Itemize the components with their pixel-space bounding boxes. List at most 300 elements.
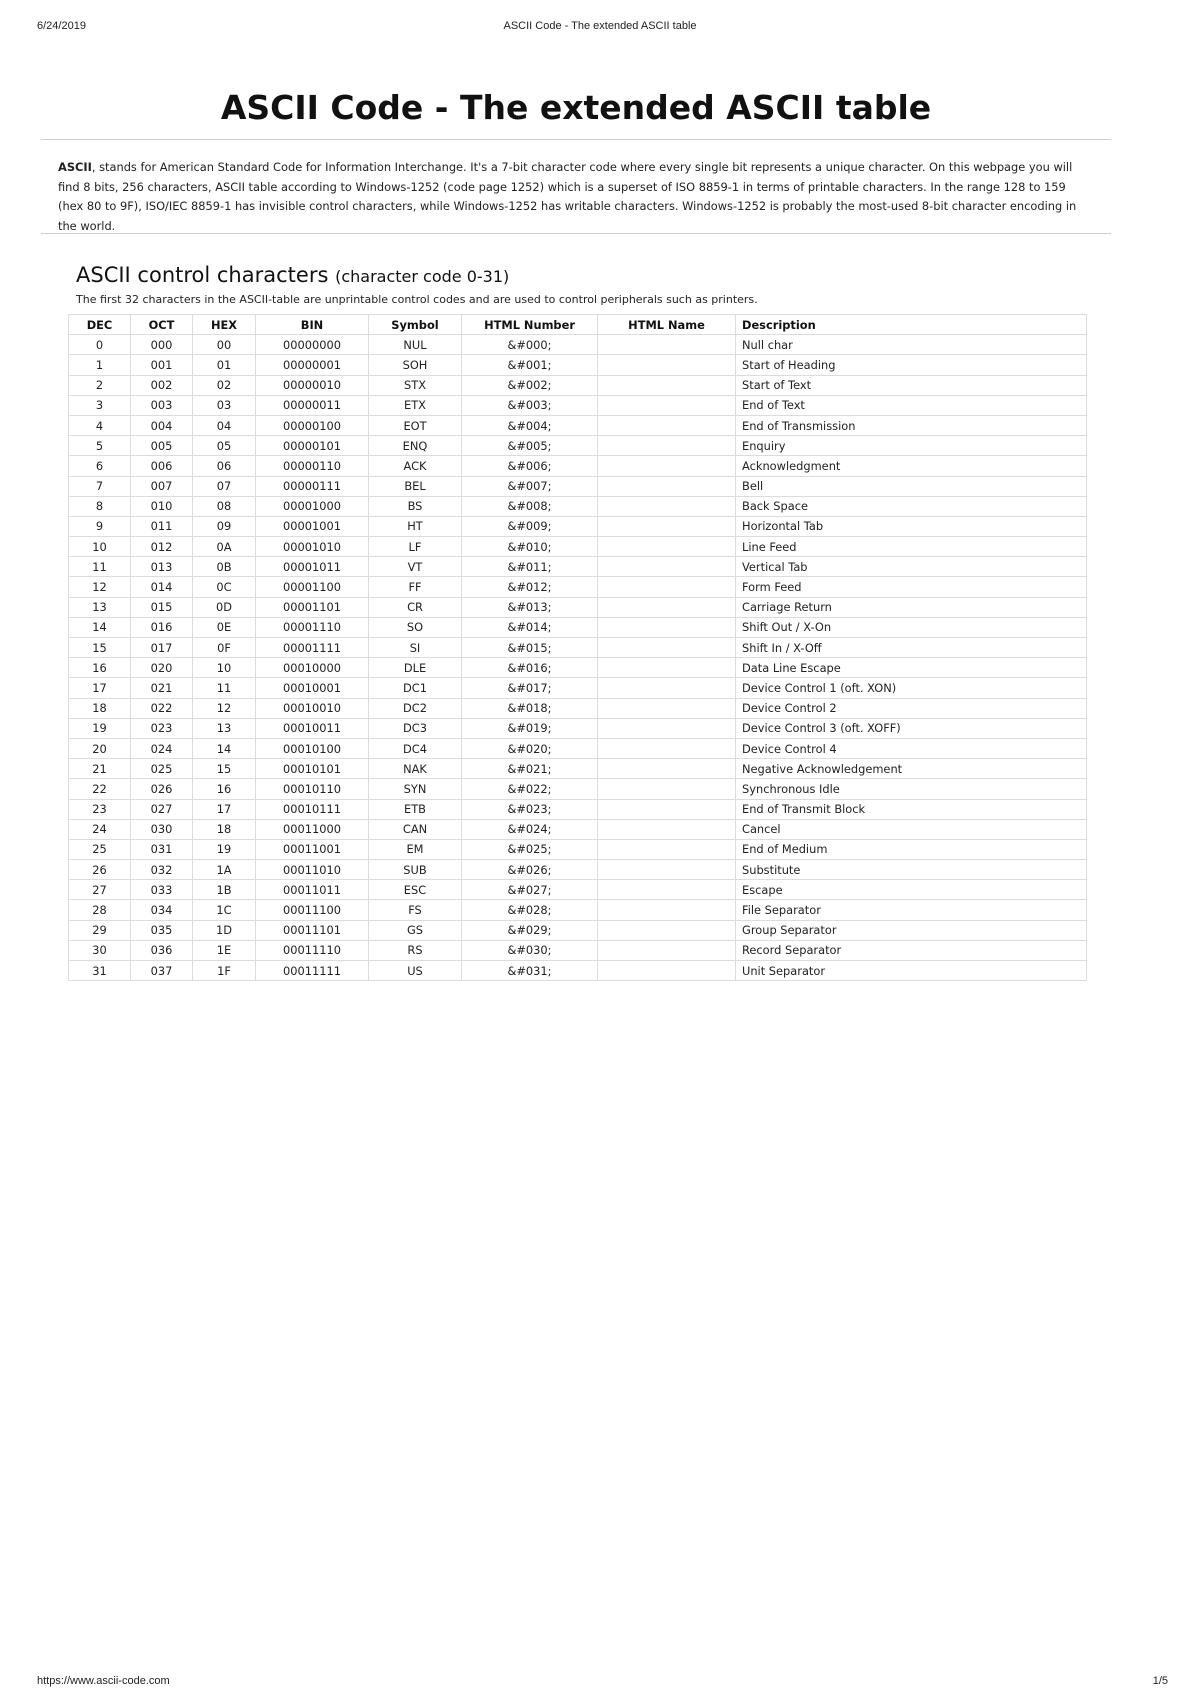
- cell-bin: 00011000: [256, 819, 369, 839]
- cell-html-name: [598, 496, 736, 516]
- cell-html-number: &#010;: [462, 537, 598, 557]
- cell-bin: 00010111: [256, 799, 369, 819]
- cell-hex: 03: [193, 395, 256, 415]
- cell-symbol: US: [369, 961, 462, 981]
- table-header-row: [69, 315, 1087, 335]
- cell-oct: 005: [131, 436, 193, 456]
- cell-html-name: [598, 395, 736, 415]
- cell-html-name: [598, 537, 736, 557]
- cell-symbol: FF: [369, 577, 462, 597]
- cell-html-number: &#000;: [462, 335, 598, 355]
- cell-oct: 030: [131, 819, 193, 839]
- cell-hex: 0B: [193, 557, 256, 577]
- cell-description: Record Separator: [736, 940, 1087, 960]
- cell-html-number: &#007;: [462, 476, 598, 496]
- cell-html-number: &#003;: [462, 395, 598, 415]
- cell-bin: 00010010: [256, 698, 369, 718]
- cell-hex: 00: [193, 335, 256, 355]
- cell-oct: 022: [131, 698, 193, 718]
- cell-dec: 11: [69, 557, 131, 577]
- cell-hex: 18: [193, 819, 256, 839]
- cell-symbol: EM: [369, 839, 462, 859]
- cell-description: End of Medium: [736, 839, 1087, 859]
- cell-hex: 12: [193, 698, 256, 718]
- cell-html-number: &#008;: [462, 496, 598, 516]
- table-row: [69, 476, 1087, 496]
- cell-symbol: EOT: [369, 415, 462, 435]
- cell-symbol: SI: [369, 638, 462, 658]
- cell-bin: 00000111: [256, 476, 369, 496]
- cell-html-number: &#024;: [462, 819, 598, 839]
- cell-hex: 0E: [193, 617, 256, 637]
- header-oct: OCT: [131, 315, 193, 335]
- cell-symbol: VT: [369, 557, 462, 577]
- cell-html-number: &#005;: [462, 436, 598, 456]
- cell-bin: 00011001: [256, 839, 369, 859]
- cell-hex: 08: [193, 496, 256, 516]
- cell-hex: 1D: [193, 920, 256, 940]
- cell-description: File Separator: [736, 900, 1087, 920]
- cell-description: Horizontal Tab: [736, 516, 1087, 536]
- cell-description: End of Text: [736, 395, 1087, 415]
- cell-dec: 31: [69, 961, 131, 981]
- table-row: [69, 900, 1087, 920]
- cell-hex: 0D: [193, 597, 256, 617]
- cell-description: Cancel: [736, 819, 1087, 839]
- cell-oct: 026: [131, 779, 193, 799]
- cell-description: Group Separator: [736, 920, 1087, 940]
- table-row: [69, 759, 1087, 779]
- intro-paragraph: [58, 158, 1094, 236]
- cell-hex: 0F: [193, 638, 256, 658]
- cell-dec: 14: [69, 617, 131, 637]
- table-row: [69, 961, 1087, 981]
- cell-description: End of Transmission: [736, 415, 1087, 435]
- table-row: [69, 839, 1087, 859]
- table-row: [69, 516, 1087, 536]
- cell-oct: 036: [131, 940, 193, 960]
- cell-html-name: [598, 900, 736, 920]
- cell-html-number: &#002;: [462, 375, 598, 395]
- cell-hex: 1A: [193, 860, 256, 880]
- table-row: [69, 698, 1087, 718]
- cell-html-name: [598, 738, 736, 758]
- cell-bin: 00011011: [256, 880, 369, 900]
- cell-dec: 17: [69, 678, 131, 698]
- cell-oct: 034: [131, 900, 193, 920]
- table-row: [69, 436, 1087, 456]
- cell-description: Null char: [736, 335, 1087, 355]
- cell-dec: 16: [69, 658, 131, 678]
- cell-hex: 04: [193, 415, 256, 435]
- table-row: [69, 880, 1087, 900]
- table-row: [69, 940, 1087, 960]
- table-row: [69, 557, 1087, 577]
- cell-html-number: &#026;: [462, 860, 598, 880]
- cell-dec: 8: [69, 496, 131, 516]
- cell-bin: 00001110: [256, 617, 369, 637]
- cell-description: Form Feed: [736, 577, 1087, 597]
- cell-html-name: [598, 920, 736, 940]
- cell-symbol: ETX: [369, 395, 462, 415]
- cell-html-number: &#004;: [462, 415, 598, 435]
- cell-symbol: NUL: [369, 335, 462, 355]
- cell-description: End of Transmit Block: [736, 799, 1087, 819]
- cell-dec: 12: [69, 577, 131, 597]
- cell-dec: 29: [69, 920, 131, 940]
- cell-symbol: ACK: [369, 456, 462, 476]
- cell-oct: 031: [131, 839, 193, 859]
- cell-hex: 07: [193, 476, 256, 496]
- cell-html-name: [598, 456, 736, 476]
- print-date: 6/24/2019: [37, 20, 86, 32]
- cell-html-number: &#009;: [462, 516, 598, 536]
- table-row: [69, 415, 1087, 435]
- cell-dec: 25: [69, 839, 131, 859]
- cell-symbol: DC3: [369, 718, 462, 738]
- cell-bin: 00000011: [256, 395, 369, 415]
- cell-symbol: NAK: [369, 759, 462, 779]
- section-subtitle: (character code 0-31): [335, 267, 510, 286]
- cell-symbol: SYN: [369, 779, 462, 799]
- cell-description: Unit Separator: [736, 961, 1087, 981]
- cell-oct: 007: [131, 476, 193, 496]
- cell-bin: 00010001: [256, 678, 369, 698]
- cell-dec: 24: [69, 819, 131, 839]
- cell-symbol: ETB: [369, 799, 462, 819]
- cell-html-name: [598, 436, 736, 456]
- cell-symbol: DC1: [369, 678, 462, 698]
- cell-html-number: &#012;: [462, 577, 598, 597]
- cell-symbol: ESC: [369, 880, 462, 900]
- cell-description: Negative Acknowledgement: [736, 759, 1087, 779]
- table-row: [69, 799, 1087, 819]
- cell-html-number: &#013;: [462, 597, 598, 617]
- cell-description: Vertical Tab: [736, 557, 1087, 577]
- cell-oct: 011: [131, 516, 193, 536]
- cell-html-number: &#022;: [462, 779, 598, 799]
- cell-html-name: [598, 597, 736, 617]
- table-row: [69, 537, 1087, 557]
- cell-symbol: DC4: [369, 738, 462, 758]
- cell-symbol: DC2: [369, 698, 462, 718]
- cell-description: Device Control 2: [736, 698, 1087, 718]
- table-row: [69, 718, 1087, 738]
- cell-hex: 06: [193, 456, 256, 476]
- cell-bin: 00001111: [256, 638, 369, 658]
- cell-bin: 00011110: [256, 940, 369, 960]
- cell-symbol: GS: [369, 920, 462, 940]
- cell-hex: 13: [193, 718, 256, 738]
- cell-dec: 23: [69, 799, 131, 819]
- cell-oct: 024: [131, 738, 193, 758]
- cell-hex: 1C: [193, 900, 256, 920]
- divider: [41, 233, 1111, 234]
- cell-bin: 00011111: [256, 961, 369, 981]
- table-row: [69, 920, 1087, 940]
- cell-dec: 22: [69, 779, 131, 799]
- table-row: [69, 678, 1087, 698]
- cell-html-number: &#011;: [462, 557, 598, 577]
- cell-bin: 00000110: [256, 456, 369, 476]
- cell-dec: 0: [69, 335, 131, 355]
- cell-hex: 11: [193, 678, 256, 698]
- table-row: [69, 355, 1087, 375]
- print-url: https://www.ascii-code.com: [37, 1675, 170, 1687]
- section-title-main: ASCII control characters: [76, 263, 329, 287]
- cell-hex: 02: [193, 375, 256, 395]
- cell-html-name: [598, 759, 736, 779]
- intro-bold-lead: ASCII: [58, 160, 92, 174]
- cell-dec: 4: [69, 415, 131, 435]
- cell-description: Carriage Return: [736, 597, 1087, 617]
- cell-symbol: SO: [369, 617, 462, 637]
- section-description: The first 32 characters in the ASCII-table are unprintable control codes and are used to control peripherals such as printers.: [76, 293, 758, 306]
- cell-bin: 00000010: [256, 375, 369, 395]
- cell-html-number: &#025;: [462, 839, 598, 859]
- header-html-number: HTML Number: [462, 315, 598, 335]
- cell-oct: 023: [131, 718, 193, 738]
- divider: [41, 139, 1111, 140]
- cell-html-number: &#021;: [462, 759, 598, 779]
- cell-html-number: &#015;: [462, 638, 598, 658]
- cell-oct: 017: [131, 638, 193, 658]
- table-row: [69, 577, 1087, 597]
- cell-oct: 012: [131, 537, 193, 557]
- cell-html-name: [598, 638, 736, 658]
- cell-dec: 6: [69, 456, 131, 476]
- cell-oct: 001: [131, 355, 193, 375]
- cell-hex: 0C: [193, 577, 256, 597]
- cell-symbol: SOH: [369, 355, 462, 375]
- cell-dec: 5: [69, 436, 131, 456]
- cell-description: Bell: [736, 476, 1087, 496]
- cell-html-name: [598, 779, 736, 799]
- cell-symbol: CAN: [369, 819, 462, 839]
- cell-html-name: [598, 557, 736, 577]
- cell-hex: 19: [193, 839, 256, 859]
- cell-html-name: [598, 678, 736, 698]
- cell-bin: 00000001: [256, 355, 369, 375]
- cell-dec: 9: [69, 516, 131, 536]
- cell-html-number: &#017;: [462, 678, 598, 698]
- cell-bin: 00011010: [256, 860, 369, 880]
- cell-html-name: [598, 658, 736, 678]
- header-hex: HEX: [193, 315, 256, 335]
- cell-symbol: STX: [369, 375, 462, 395]
- cell-oct: 014: [131, 577, 193, 597]
- cell-symbol: HT: [369, 516, 462, 536]
- cell-dec: 18: [69, 698, 131, 718]
- cell-hex: 1F: [193, 961, 256, 981]
- cell-description: Back Space: [736, 496, 1087, 516]
- cell-html-number: &#019;: [462, 718, 598, 738]
- cell-html-name: [598, 476, 736, 496]
- header-description: Description: [736, 315, 1087, 335]
- table-row: [69, 617, 1087, 637]
- cell-html-number: &#030;: [462, 940, 598, 960]
- cell-bin: 00001100: [256, 577, 369, 597]
- table-row: [69, 597, 1087, 617]
- cell-html-name: [598, 799, 736, 819]
- table-row: [69, 496, 1087, 516]
- header-bin: BIN: [256, 315, 369, 335]
- cell-html-number: &#014;: [462, 617, 598, 637]
- print-document-title: ASCII Code - The extended ASCII table: [503, 20, 697, 32]
- cell-html-name: [598, 839, 736, 859]
- cell-html-name: [598, 355, 736, 375]
- cell-description: Enquiry: [736, 436, 1087, 456]
- cell-dec: 19: [69, 718, 131, 738]
- cell-hex: 09: [193, 516, 256, 536]
- print-footer: [37, 1675, 1168, 1691]
- table-row: [69, 335, 1087, 355]
- cell-oct: 032: [131, 860, 193, 880]
- cell-dec: 2: [69, 375, 131, 395]
- cell-oct: 002: [131, 375, 193, 395]
- cell-dec: 7: [69, 476, 131, 496]
- header-html-name: HTML Name: [598, 315, 736, 335]
- cell-hex: 1E: [193, 940, 256, 960]
- cell-html-number: &#018;: [462, 698, 598, 718]
- cell-description: Substitute: [736, 860, 1087, 880]
- cell-bin: 00000000: [256, 335, 369, 355]
- cell-description: Device Control 1 (oft. XON): [736, 678, 1087, 698]
- cell-bin: 00010011: [256, 718, 369, 738]
- cell-hex: 15: [193, 759, 256, 779]
- cell-symbol: BS: [369, 496, 462, 516]
- cell-symbol: LF: [369, 537, 462, 557]
- cell-bin: 00001001: [256, 516, 369, 536]
- page-number: 1/5: [1152, 1675, 1168, 1687]
- cell-hex: 14: [193, 738, 256, 758]
- cell-hex: 01: [193, 355, 256, 375]
- cell-dec: 28: [69, 900, 131, 920]
- table-row: [69, 860, 1087, 880]
- cell-dec: 21: [69, 759, 131, 779]
- cell-oct: 006: [131, 456, 193, 476]
- cell-hex: 10: [193, 658, 256, 678]
- table-row: [69, 738, 1087, 758]
- cell-oct: 016: [131, 617, 193, 637]
- cell-bin: 00001010: [256, 537, 369, 557]
- table-row: [69, 395, 1087, 415]
- cell-hex: 17: [193, 799, 256, 819]
- table-body: [69, 335, 1087, 981]
- cell-oct: 010: [131, 496, 193, 516]
- cell-oct: 013: [131, 557, 193, 577]
- cell-description: Shift Out / X-On: [736, 617, 1087, 637]
- cell-html-number: &#031;: [462, 961, 598, 981]
- cell-description: Shift In / X-Off: [736, 638, 1087, 658]
- cell-oct: 037: [131, 961, 193, 981]
- cell-symbol: SUB: [369, 860, 462, 880]
- table-row: [69, 819, 1087, 839]
- cell-bin: 00000101: [256, 436, 369, 456]
- cell-html-number: &#028;: [462, 900, 598, 920]
- cell-html-number: &#020;: [462, 738, 598, 758]
- table-row: [69, 638, 1087, 658]
- cell-dec: 13: [69, 597, 131, 617]
- cell-hex: 05: [193, 436, 256, 456]
- cell-html-number: &#016;: [462, 658, 598, 678]
- cell-html-name: [598, 961, 736, 981]
- ascii-control-table: [68, 314, 1087, 981]
- header-symbol: Symbol: [369, 315, 462, 335]
- cell-hex: 1B: [193, 880, 256, 900]
- cell-oct: 015: [131, 597, 193, 617]
- cell-html-name: [598, 415, 736, 435]
- cell-dec: 10: [69, 537, 131, 557]
- section-title: [76, 263, 509, 287]
- cell-oct: 003: [131, 395, 193, 415]
- cell-dec: 15: [69, 638, 131, 658]
- cell-bin: 00010100: [256, 738, 369, 758]
- cell-description: Acknowledgment: [736, 456, 1087, 476]
- cell-symbol: CR: [369, 597, 462, 617]
- cell-oct: 021: [131, 678, 193, 698]
- cell-html-name: [598, 860, 736, 880]
- table-row: [69, 779, 1087, 799]
- page-title: ASCII Code - The extended ASCII table: [220, 88, 932, 127]
- cell-bin: 00000100: [256, 415, 369, 435]
- cell-symbol: RS: [369, 940, 462, 960]
- cell-bin: 00011100: [256, 900, 369, 920]
- cell-dec: 27: [69, 880, 131, 900]
- cell-oct: 025: [131, 759, 193, 779]
- cell-symbol: ENQ: [369, 436, 462, 456]
- cell-html-number: &#006;: [462, 456, 598, 476]
- cell-html-name: [598, 698, 736, 718]
- cell-html-name: [598, 375, 736, 395]
- table-row: [69, 456, 1087, 476]
- cell-bin: 00001101: [256, 597, 369, 617]
- cell-html-name: [598, 335, 736, 355]
- cell-bin: 00001000: [256, 496, 369, 516]
- cell-oct: 027: [131, 799, 193, 819]
- cell-description: Start of Heading: [736, 355, 1087, 375]
- cell-hex: 0A: [193, 537, 256, 557]
- cell-bin: 00001011: [256, 557, 369, 577]
- cell-description: Synchronous Idle: [736, 779, 1087, 799]
- cell-bin: 00011101: [256, 920, 369, 940]
- cell-symbol: DLE: [369, 658, 462, 678]
- cell-html-number: &#027;: [462, 880, 598, 900]
- cell-html-name: [598, 819, 736, 839]
- header-dec: DEC: [69, 315, 131, 335]
- cell-oct: 033: [131, 880, 193, 900]
- intro-text: , stands for American Standard Code for Information Interchange. It's a 7-bit character code where every single bit represents a unique character. On this webpage you will find 8 bits, 256 characters, ASCII table according to Windows-1252 (code page 1252) which is a superset of ISO 8859-1 in terms of printable characters. In the range 128 to 159 (hex 80 to 9F), ISO/IEC 8859-1 has invisible control characters, while Windows-1252 has writable characters. Windows-1252 is probably the most-used 8-bit character encoding in the world.: [58, 160, 1077, 233]
- cell-symbol: FS: [369, 900, 462, 920]
- cell-oct: 000: [131, 335, 193, 355]
- cell-dec: 3: [69, 395, 131, 415]
- cell-dec: 1: [69, 355, 131, 375]
- cell-description: Data Line Escape: [736, 658, 1087, 678]
- cell-html-number: &#029;: [462, 920, 598, 940]
- cell-description: Line Feed: [736, 537, 1087, 557]
- cell-oct: 020: [131, 658, 193, 678]
- print-header: [37, 20, 1163, 36]
- cell-html-name: [598, 617, 736, 637]
- cell-symbol: BEL: [369, 476, 462, 496]
- cell-dec: 20: [69, 738, 131, 758]
- cell-description: Device Control 3 (oft. XOFF): [736, 718, 1087, 738]
- cell-html-name: [598, 718, 736, 738]
- cell-html-name: [598, 577, 736, 597]
- cell-dec: 30: [69, 940, 131, 960]
- cell-description: Start of Text: [736, 375, 1087, 395]
- cell-oct: 004: [131, 415, 193, 435]
